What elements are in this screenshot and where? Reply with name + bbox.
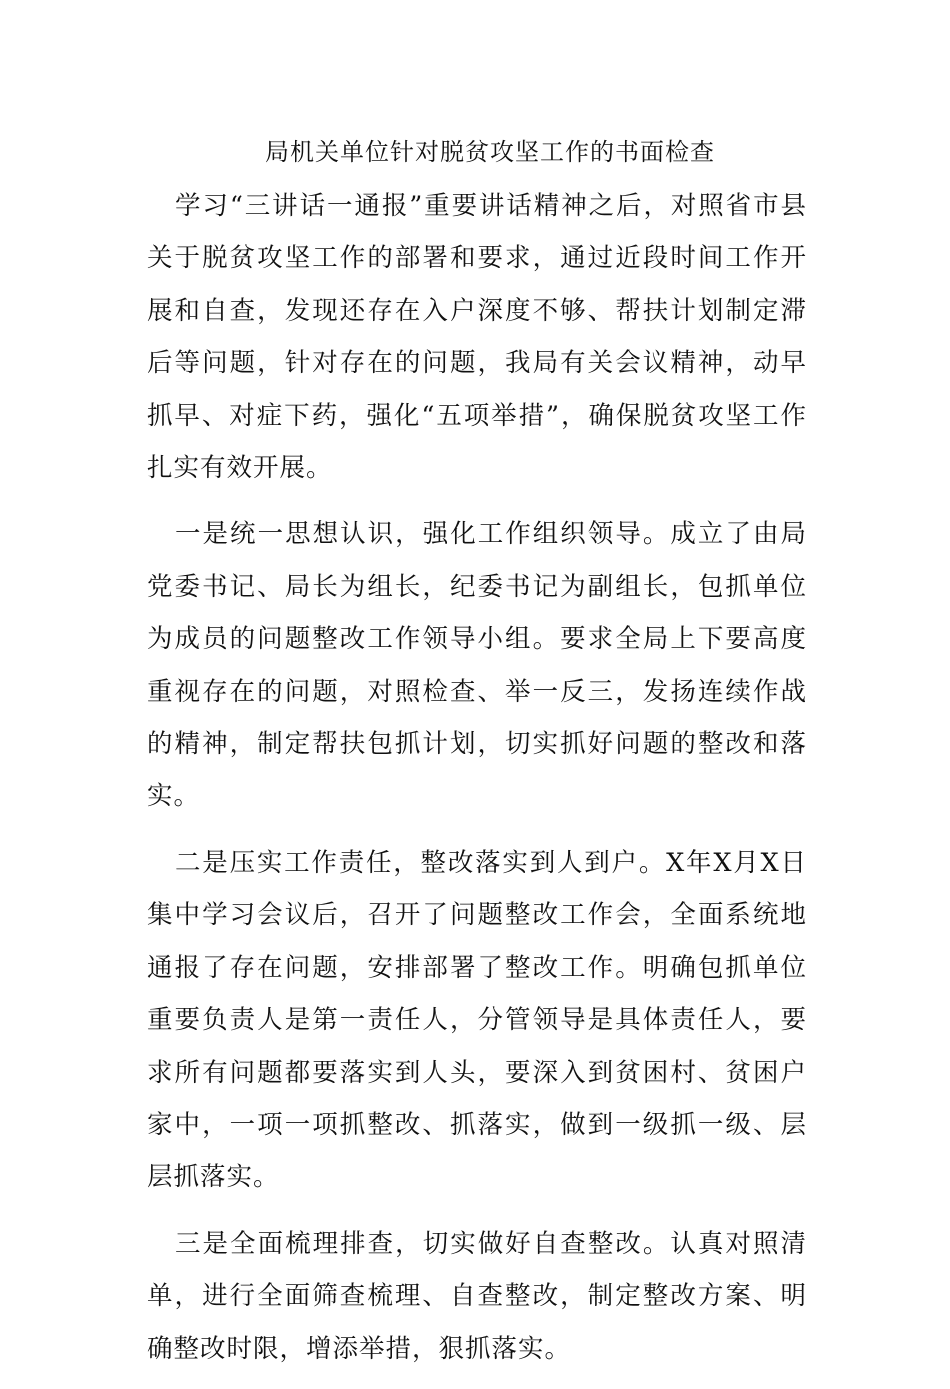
- document-title: 局机关单位针对脱贫攻坚工作的书面检查: [265, 138, 715, 166]
- paragraph-intro: 学习“三讲话一通报”重要讲话精神之后，对照省市县关于脱贫攻坚工作的部署和要求，通过近段时间工作开展和自查，发现还存在入户深度不够、帮扶计划制定滞后等问题，针对存在的问题，我局有关会议精神，动早抓早、对症下药，强化“五项举措”，确保脱贫攻坚工作扎实有效开展。: [147, 191, 807, 484]
- document-body: [147, 180, 807, 1389]
- paragraph-point-two: 二是压实工作责任，整改落实到人到户。X年X月X日集中学习会议后，召开了问题整改工作会，全面系统地通报了存在问题，安排部署了整改工作。明确包抓单位重要负责人是第一责任人，分管领导是具体责任人，要求所有问题都要落实到人头，要深入到贫困村、贫困户家中，一项一项抓整改、抓落实，做到一级抓一级、层层抓落实。: [147, 847, 807, 1193]
- paragraph-point-three: 三是全面梳理排查，切实做好自查整改。认真对照清单，进行全面筛查梳理、自查整改，制定整改方案、明确整改时限，增添举措，狠抓落实。: [147, 1228, 807, 1364]
- paragraph-point-one: 一是统一思想认识，强化工作组织领导。成立了由局党委书记、局长为组长，纪委书记为副组长，包抓单位为成员的问题整改工作领导小组。要求全局上下要高度重视存在的问题，对照检查、举一反三，发扬连续作战的精神，制定帮扶包抓计划，切实抓好问题的整改和落实。: [147, 519, 807, 812]
